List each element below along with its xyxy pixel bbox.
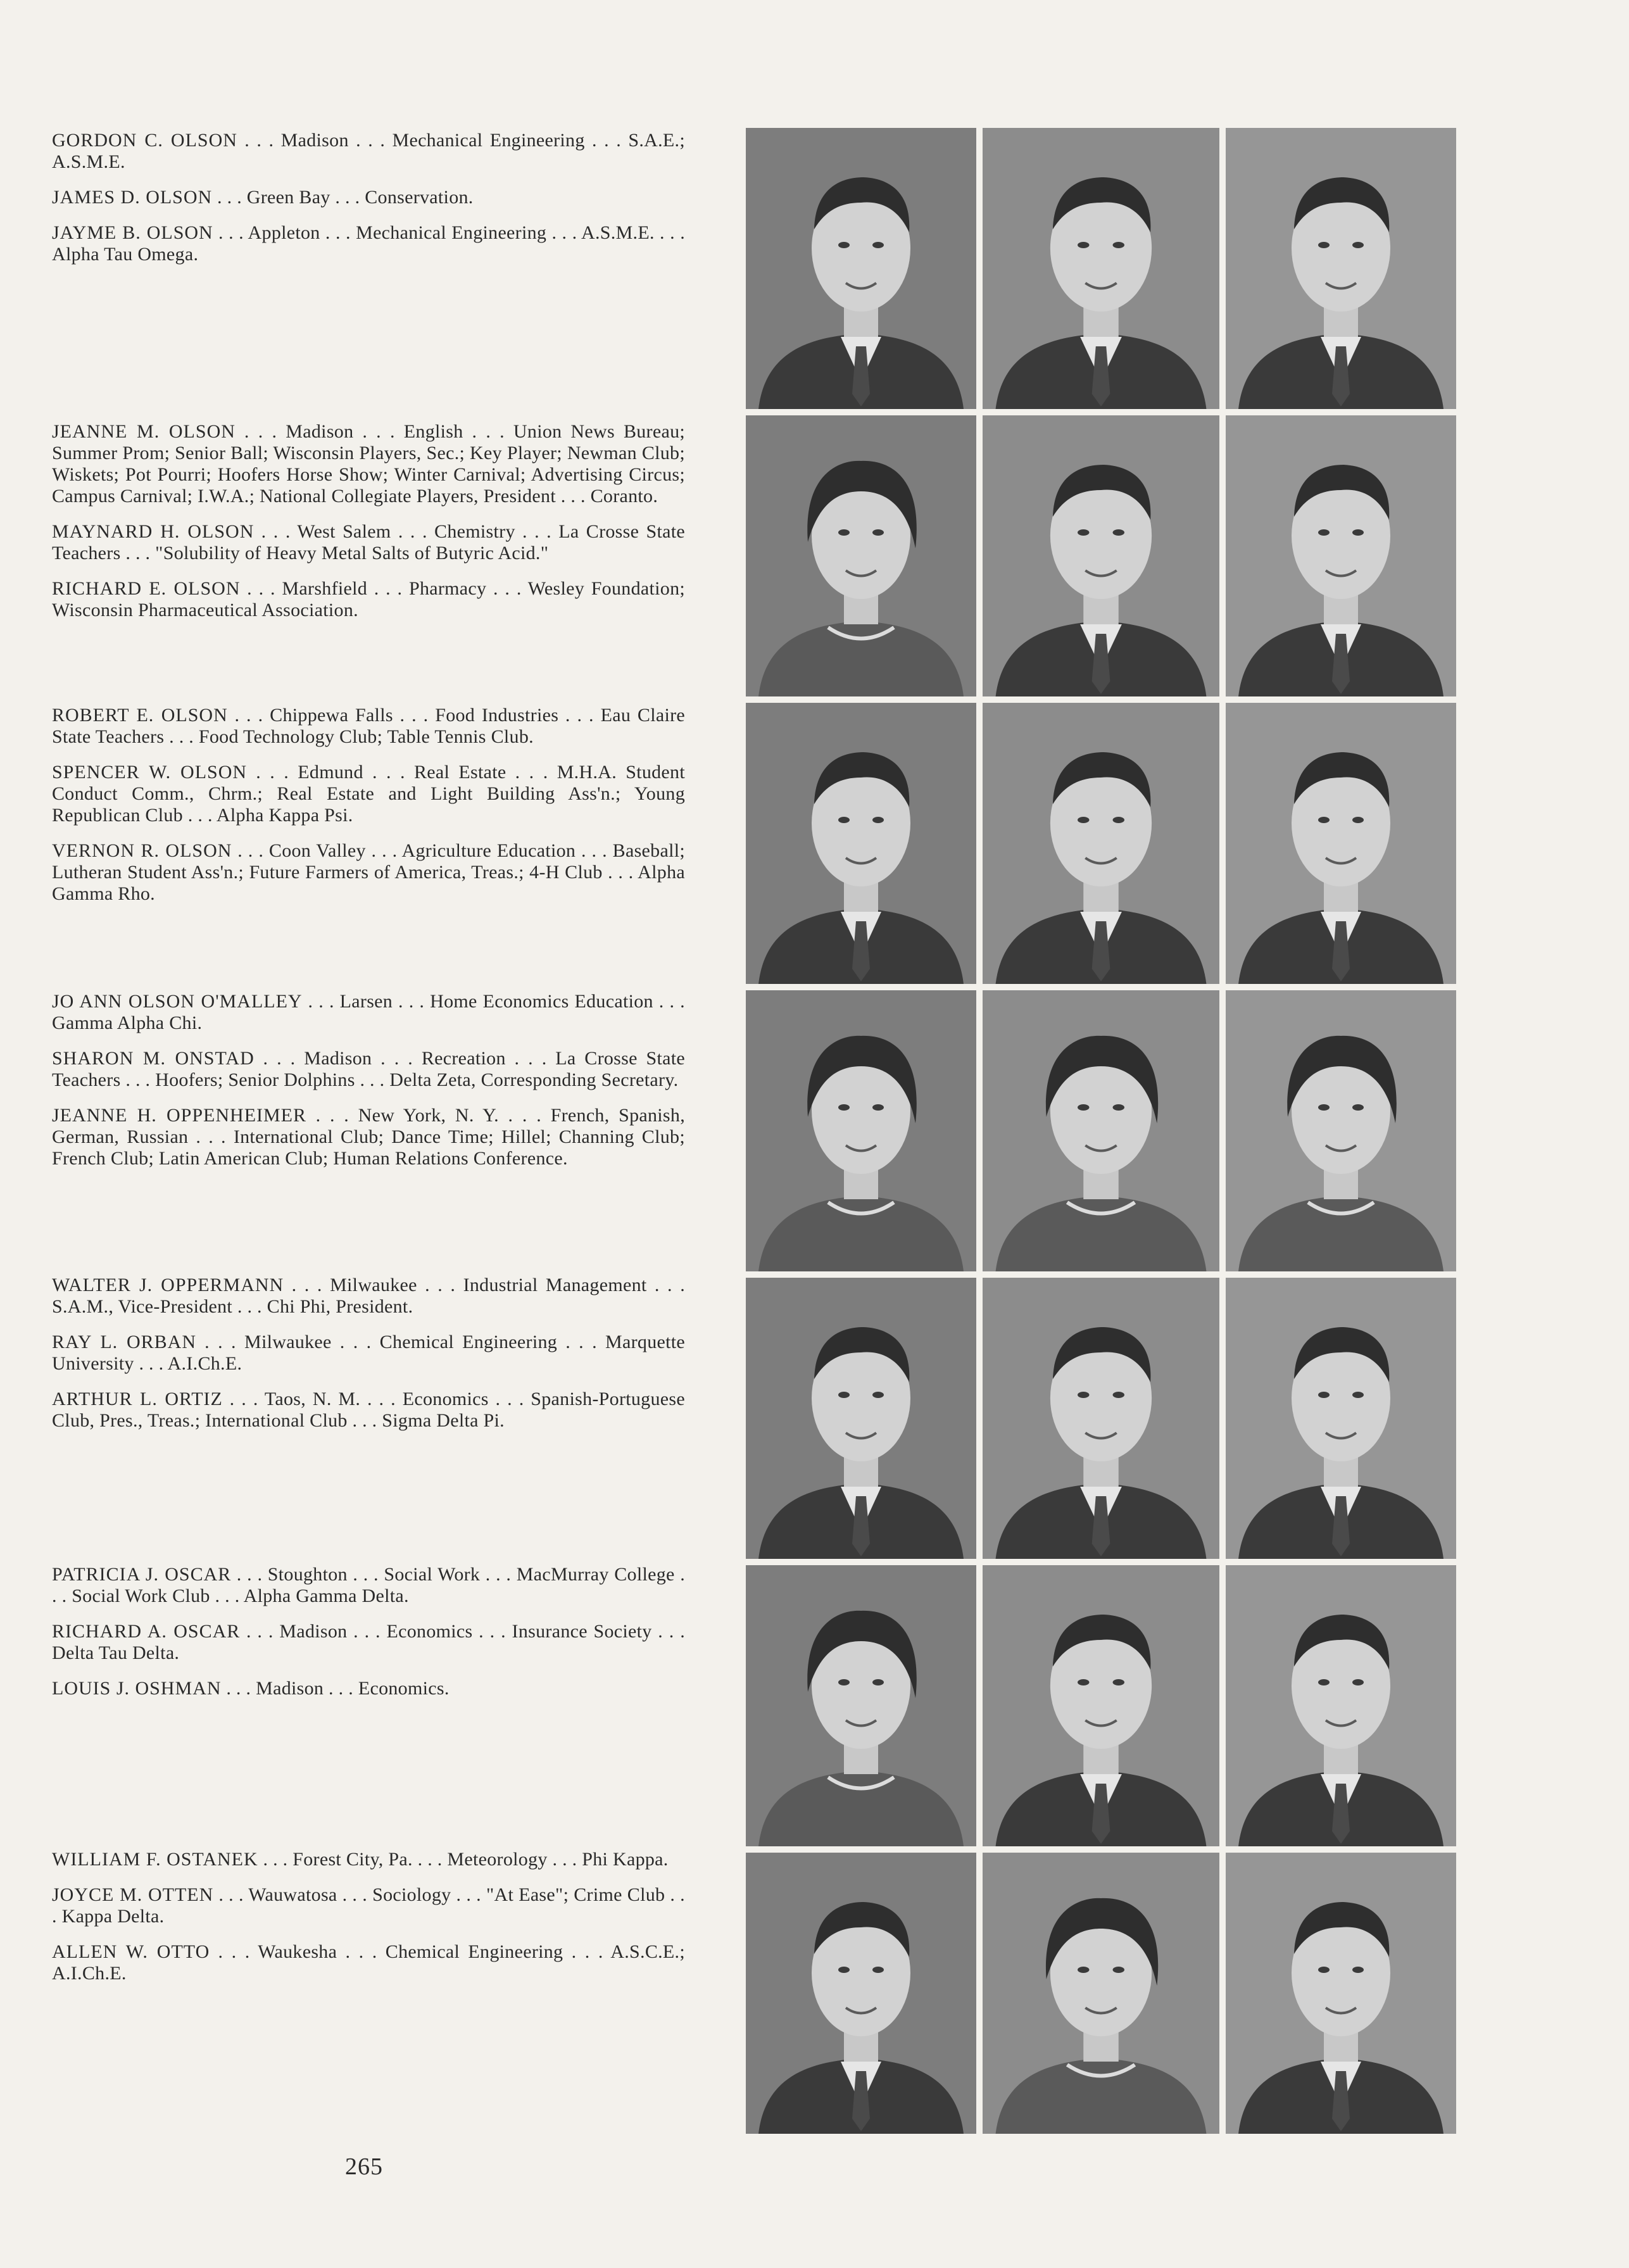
student-details: . . . Coon Valley . . . Agriculture Education . . . Baseball; Lutheran Student Ass'n.; Future Farmers of America, Treas.; 4-H Club . . . Alpha Gamma Rho.	[52, 840, 685, 904]
student-name: ALLEN W. OTTO	[52, 1941, 210, 1962]
student-portrait	[1226, 990, 1456, 1271]
student-portrait	[1226, 415, 1456, 696]
student-details: . . . Madison . . . Economics . . . Insurance Society . . . Delta Tau Delta.	[52, 1621, 686, 1663]
student-entry	[52, 578, 685, 621]
student-entry	[52, 1941, 685, 1984]
student-name: SHARON M. ONSTAD	[52, 1048, 255, 1069]
student-name: VERNON R. OLSON	[52, 840, 232, 861]
entry-group-3	[52, 705, 685, 919]
student-portrait	[983, 1565, 1219, 1846]
student-name: MAYNARD H. OLSON	[52, 521, 255, 542]
student-entry	[52, 1678, 685, 1699]
student-name: WALTER J. OPPERMANN	[52, 1275, 284, 1295]
student-portrait	[1226, 1565, 1456, 1846]
student-details: . . . Stoughton . . . Social Work . . . MacMurray College . . . Social Work Club . . . Alpha Gamma Delta.	[52, 1564, 685, 1606]
student-details: . . . Chippewa Falls . . . Food Industries . . . Eau Claire State Teachers . . . Food Technology Club; Table Tennis Club.	[52, 705, 685, 747]
student-entry	[52, 1389, 685, 1432]
student-entry	[52, 1332, 685, 1375]
student-name: LOUIS J. OSHMAN	[52, 1678, 222, 1699]
student-details: . . . Green Bay . . . Conservation.	[212, 187, 474, 208]
student-details: . . . Appleton . . . Mechanical Engineering . . . A.S.M.E. . . . Alpha Tau Omega.	[52, 222, 686, 265]
student-details: . . . Madison . . . English . . . Union News Bureau; Summer Prom; Senior Ball; Wisconsin Players, Sec.; Key Player; Newman Club; Wiskets; Pot Pourri; Hoofers Horse Show; Winter Carnival; Advertising Circus; Campus Carnival; I.W.A.; National Collegiate Players, President . . . Coranto.	[52, 421, 686, 507]
student-portrait	[1226, 1278, 1456, 1559]
portrait-grid	[746, 128, 1456, 2134]
student-details: . . . West Salem . . . Chemistry . . . La Crosse State Teachers . . . "Solubility of Heavy Metal Salts of Butyric Acid."	[52, 521, 685, 564]
student-entry	[52, 705, 685, 748]
student-portrait	[983, 1853, 1219, 2134]
entry-group-7	[52, 1849, 685, 1998]
student-name: RAY L. ORBAN	[52, 1332, 197, 1352]
student-details: . . . Madison . . . Economics.	[221, 1678, 450, 1699]
student-name: RICHARD E. OLSON	[52, 578, 241, 599]
student-details: . . . Taos, N. M. . . . Economics . . . Spanish-Portuguese Club, Pres., Treas.; International Club . . . Sigma Delta Pi.	[52, 1389, 685, 1431]
student-details: . . . Madison . . . Recreation . . . La Crosse State Teachers . . . Hoofers; Senior Dolphins . . . Delta Zeta, Corresponding Secretary.	[52, 1048, 686, 1090]
student-entry	[52, 991, 685, 1034]
student-entry	[52, 1884, 685, 1927]
entry-group-6	[52, 1564, 685, 1713]
student-details: . . . Milwaukee . . . Chemical Engineering . . . Marquette University . . . A.I.Ch.E.	[52, 1332, 686, 1374]
student-entry	[52, 187, 685, 208]
student-name: JEANNE M. OLSON	[52, 421, 236, 442]
student-entry	[52, 1621, 685, 1664]
student-entry	[52, 521, 685, 564]
student-details: . . . Wauwatosa . . . Sociology . . . "At Ease"; Crime Club . . . Kappa Delta.	[52, 1884, 685, 1927]
student-details: . . . Forest City, Pa. . . . Meteorology . . . Phi Kappa.	[258, 1849, 669, 1870]
student-portrait	[983, 415, 1219, 696]
student-portrait	[1226, 1853, 1456, 2134]
student-name: ROBERT E. OLSON	[52, 705, 228, 726]
student-name: JAMES D. OLSON	[52, 187, 213, 208]
student-portrait	[746, 1278, 976, 1559]
student-name: GORDON C. OLSON	[52, 130, 237, 151]
student-details: . . . Edmund . . . Real Estate . . . M.H.A. Student Conduct Comm., Chrm.; Real Estate and Light Building Ass'n.; Young Republican Club . . . Alpha Kappa Psi.	[52, 762, 685, 826]
student-entry	[52, 762, 685, 826]
student-portrait	[746, 128, 976, 409]
student-name: JOYCE M. OTTEN	[52, 1884, 214, 1905]
student-details: . . . Marshfield . . . Pharmacy . . . Wesley Foundation; Wisconsin Pharmaceutical Association.	[52, 578, 685, 621]
student-name: RICHARD A. OSCAR	[52, 1621, 241, 1642]
student-portrait	[746, 990, 976, 1271]
student-portrait	[983, 128, 1219, 409]
entry-group-5	[52, 1275, 685, 1446]
student-name: ARTHUR L. ORTIZ	[52, 1389, 223, 1409]
student-entry	[52, 1275, 685, 1318]
student-portrait	[983, 990, 1219, 1271]
student-details: . . . Larsen . . . Home Economics Education . . . Gamma Alpha Chi.	[52, 991, 685, 1033]
student-name: JO ANN OLSON O'MALLEY	[52, 991, 303, 1012]
student-details: . . . Waukesha . . . Chemical Engineering . . . A.S.C.E.; A.I.Ch.E.	[52, 1941, 685, 1984]
student-name: PATRICIA J. OSCAR	[52, 1564, 232, 1585]
student-portrait	[746, 1853, 976, 2134]
student-name: WILLIAM F. OSTANEK	[52, 1849, 258, 1870]
entry-group-4	[52, 991, 685, 1183]
student-entry	[52, 1849, 685, 1870]
page-number: 265	[345, 2153, 383, 2180]
student-portrait	[746, 703, 976, 984]
student-details: . . . New York, N. Y. . . . French, Spanish, German, Russian . . . International Club; Dance Time; Hillel; Channing Club; French Club; Latin American Club; Human Relations Conference.	[52, 1105, 686, 1169]
student-portrait	[746, 1565, 976, 1846]
student-name: JAYME B. OLSON	[52, 222, 213, 243]
student-entry	[52, 1105, 685, 1169]
student-portrait	[1226, 703, 1456, 984]
student-portrait	[983, 703, 1219, 984]
student-entry	[52, 222, 685, 265]
student-entry	[52, 1048, 685, 1091]
entry-group-2	[52, 421, 685, 635]
student-entry	[52, 1564, 685, 1607]
student-details: . . . Milwaukee . . . Industrial Management . . . S.A.M., Vice-President . . . Chi Phi, President.	[52, 1275, 685, 1317]
student-name: SPENCER W. OLSON	[52, 762, 248, 783]
student-entry	[52, 130, 685, 173]
student-name: JEANNE H. OPPENHEIMER	[52, 1105, 307, 1126]
student-portrait	[983, 1278, 1219, 1559]
student-portrait	[1226, 128, 1456, 409]
student-entry	[52, 421, 685, 507]
entry-group-1	[52, 130, 685, 279]
student-portrait	[746, 415, 976, 696]
student-entry	[52, 840, 685, 905]
student-details: . . . Madison . . . Mechanical Engineering . . . S.A.E.; A.S.M.E.	[52, 130, 685, 172]
